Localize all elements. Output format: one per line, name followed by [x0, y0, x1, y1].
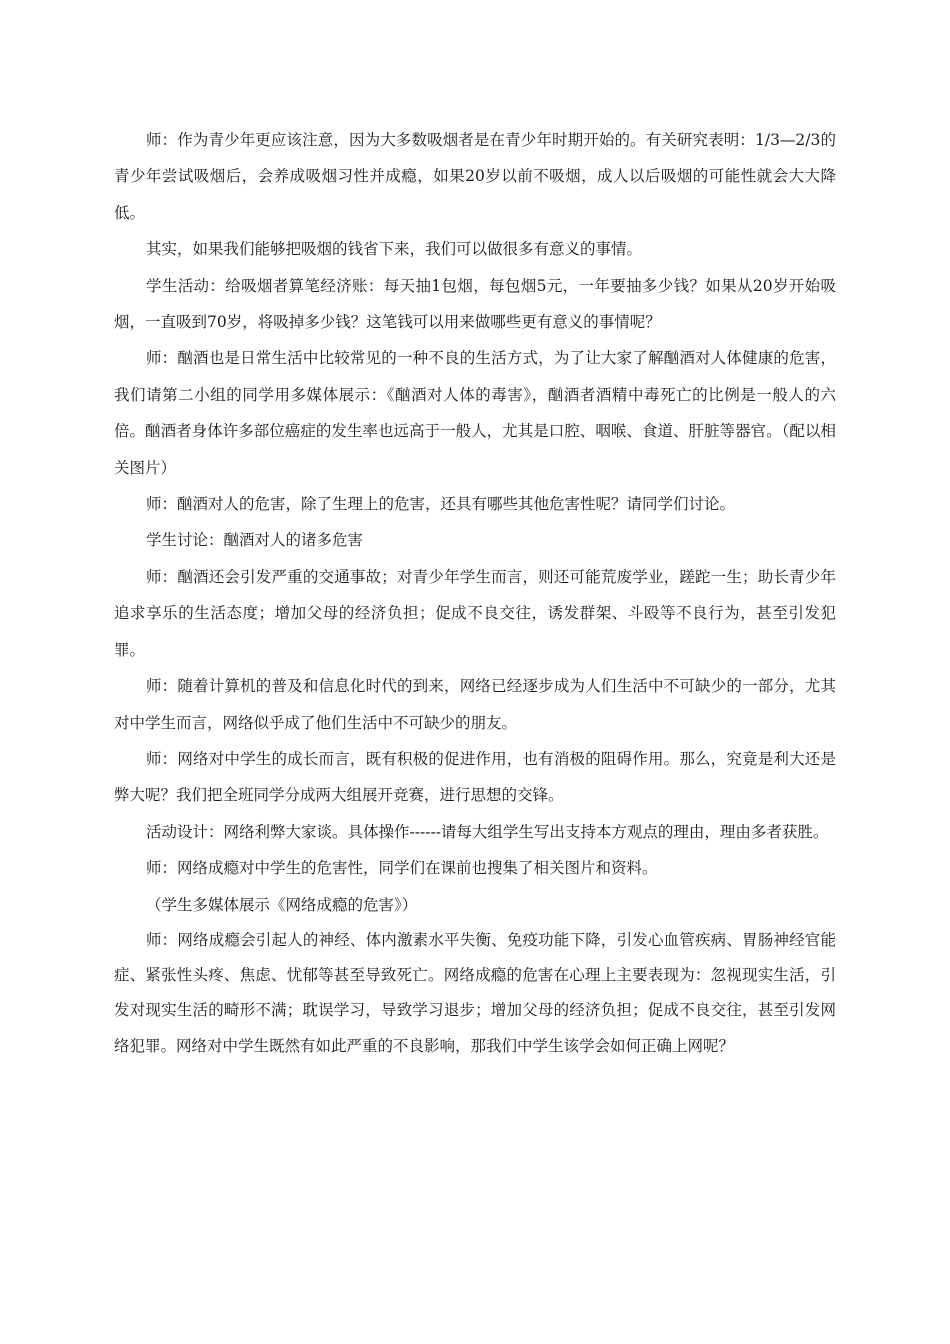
- paragraph-alcohol-discussion-prompt: 师：酗酒对人的危害，除了生理上的危害，还具有哪些其他危害性呢？请同学们讨论。: [146, 495, 736, 514]
- paragraph-internet-addiction-intro: 师：网络成瘾对中学生的危害性，同学们在课前也搜集了相关图片和资料。: [146, 859, 658, 878]
- paragraph-alcohol-consequences: 师：酗酒还会引发严重的交通事故；对青少年学生而言，则还可能荒废学业，蹉跎一生；助长青少年追求享乐的生活态度；增加父母的经济负担；促成不良交往，诱发群架、斗殴等不良行为，甚至引发犯罪。: [114, 567, 836, 659]
- paragraph-activity-design: 活动设计：网络利弊大家谈。具体操作------请每大组学生写出支持本方观点的理由，理由多者获胜。: [146, 822, 829, 841]
- document-body: [114, 122, 836, 1064]
- paragraph-alcohol-harm: 师：酗酒也是日常生活中比较常见的一种不良的生活方式，为了让大家了解酗酒对人体健康的危害，我们请第二小组的同学用多媒体展示：《酗酒对人体的毒害》，酗酒者酒精中毒死亡的比例是一般人的六倍。酗酒者身体许多部位癌症的发生率也远高于一般人，尤其是口腔、咽喉、食道、肝脏等器官。（配以相关图片）: [114, 349, 836, 477]
- paragraph-student-activity-economics: 学生活动：给吸烟者算笔经济账：每天抽1包烟，每包烟5元，一年要抽多少钱？如果从20岁开始吸烟，一直吸到70岁，将吸掉多少钱？这笔钱可以用来做哪些更有意义的事情呢？: [114, 276, 836, 332]
- paragraph-save-money: 其实，如果我们能够把吸烟的钱省下来，我们可以做很多有意义的事情。: [146, 240, 643, 259]
- paragraph-multimedia-display: （学生多媒体展示《网络成瘾的危害》）: [146, 895, 418, 914]
- paragraph-smoking-youth: 师：作为青少年更应该注意，因为大多数吸烟者是在青少年时期开始的。有关研究表明：1/3—2/3的青少年尝试吸烟后，会养成吸烟习性并成瘾，如果20岁以前不吸烟，成人以后吸烟的可能性就会大大降低。: [114, 131, 836, 222]
- paragraph-internet-intro: 师：随着计算机的普及和信息化时代的到来，网络已经逐步成为人们生活中不可缺少的一部分，尤其对中学生而言，网络似乎成了他们生活中不可缺少的朋友。: [114, 677, 836, 732]
- paragraph-student-discussion: 学生讨论：酗酒对人的诸多危害: [146, 531, 364, 550]
- paragraph-internet-addiction-harm: 师：网络成瘾会引起人的神经、体内激素水平失衡、免疫功能下降，引发心血管疾病、胃肠神经官能症、紧张性头疼、焦虑、忧郁等甚至导致死亡。网络成瘾的危害在心理上主要表现为：忽视现实生活，引发对现实生活的畸形不满；耽误学习，导致学习退步；增加父母的经济负担；促成不良交往，甚至引发网络犯罪。网络对中学生既然有如此严重的不良影响，那我们中学生该学会如何正确上网呢？: [114, 930, 836, 1055]
- paragraph-internet-pros-cons: 师：网络对中学生的成长而言，既有积极的促进作用，也有消极的阻碍作用。那么，究竟是利大还是弊大呢？我们把全班同学分成两大组展开竞赛，进行思想的交锋。: [114, 749, 836, 805]
